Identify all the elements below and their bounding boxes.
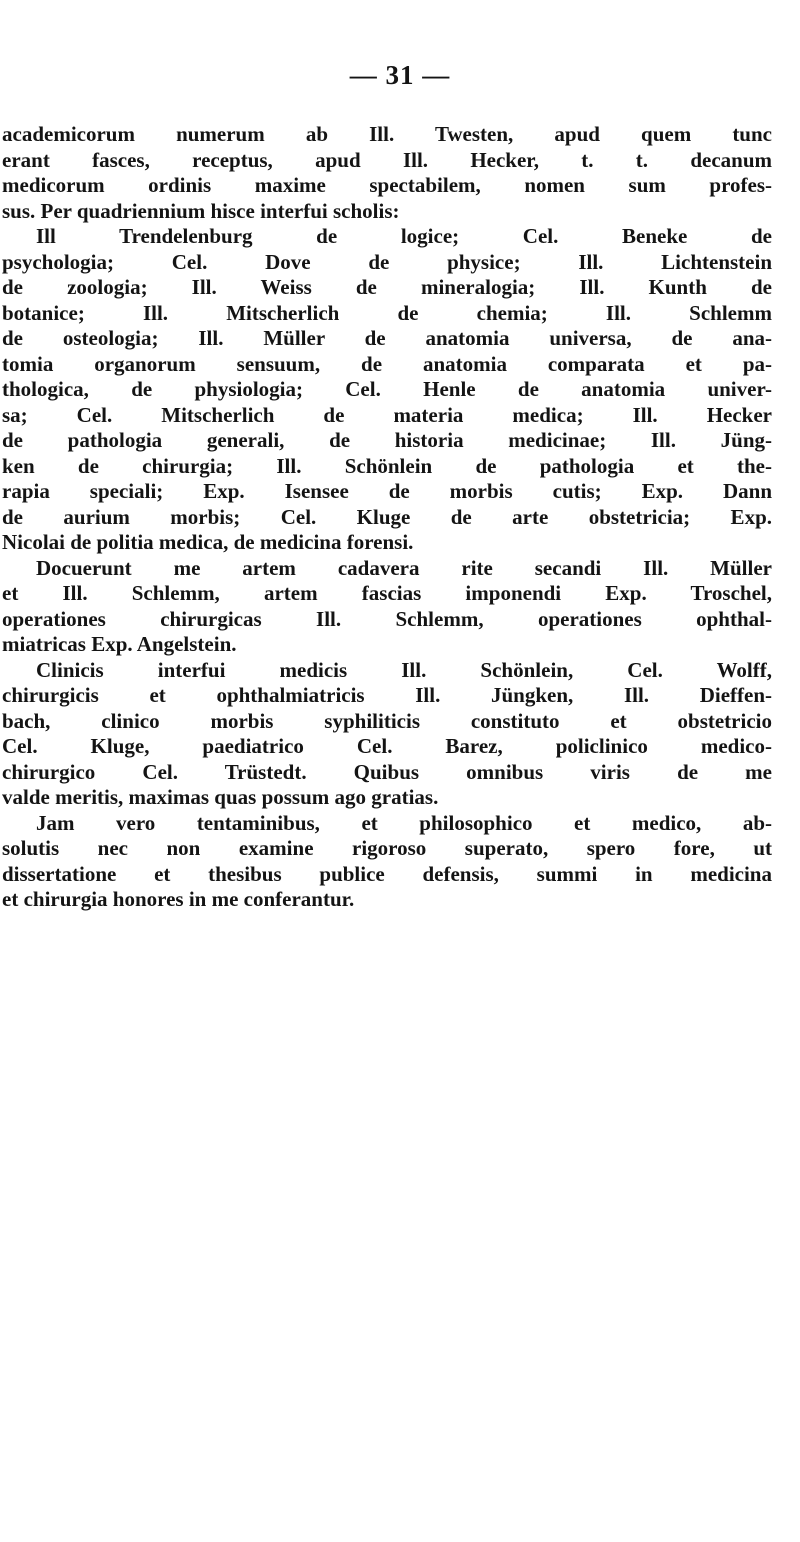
text-line: academicorum numerum ab Ill. Twesten, apud quem tunc <box>2 122 772 146</box>
text-line: miatricas Exp. Angelstein. <box>2 632 237 656</box>
page-number: — 31 — <box>349 60 451 90</box>
text-line: sa; Cel. Mitscherlich de materia medica; Ill. Hecker <box>2 402 772 427</box>
text-line: chirurgicis et ophthalmiatricis Ill. Jüngken, Ill. Dieffen- <box>2 683 772 707</box>
text-line: valde meritis, maximas quas possum ago gratias. <box>2 785 439 809</box>
text-line: de osteologia; Ill. Müller de anatomia universa, de ana- <box>2 326 772 350</box>
text-line: bach, clinico morbis syphiliticis constituto et obstetricio <box>2 708 772 733</box>
text-line: thologica, de physiologia; Cel. Henle de anatomia univer- <box>2 377 772 401</box>
text-line: et chirurgia honores in me conferantur. <box>2 887 355 911</box>
text-line: de aurium morbis; Cel. Kluge de arte obstetricia; Exp. <box>2 504 772 529</box>
text-line: tomia organorum sensuum, de anatomia comparata et pa- <box>2 351 772 376</box>
text-line: rapia speciali; Exp. Isensee de morbis cutis; Exp. Dann <box>2 479 772 503</box>
text-line: botanice; Ill. Mitscherlich de chemia; Ill. Schlemm <box>2 300 772 325</box>
text-line: et Ill. Schlemm, artem fascias imponendi Exp. Troschel, <box>2 581 772 605</box>
text-line: medicorum ordinis maxime spectabilem, nomen sum profes- <box>2 173 772 197</box>
text-line: solutis nec non examine rigoroso superato, spero fore, ut <box>2 836 772 860</box>
text-line: Docuerunt me artem cadavera rite secandi Ill. Müller <box>36 555 772 580</box>
text-line: Nicolai de politia medica, de medicina forensi. <box>2 530 414 554</box>
body-text <box>2 122 772 913</box>
text-line: chirurgico Cel. Trüstedt. Quibus omnibus viris de me <box>2 759 772 784</box>
text-line: Jam vero tentaminibus, et philosophico et medico, ab- <box>36 810 772 835</box>
text-line: de pathologia generali, de historia medicinae; Ill. Jüng- <box>2 428 772 452</box>
text-line: erant fasces, receptus, apud Ill. Hecker, t. t. decanum <box>2 147 772 172</box>
text-line: ken de chirurgia; Ill. Schönlein de pathologia et the- <box>2 453 772 478</box>
text-line: Cel. Kluge, paediatrico Cel. Barez, policlinico medico- <box>2 734 772 758</box>
text-line: Ill Trendelenburg de logice; Cel. Beneke de <box>36 224 772 248</box>
text-line: Clinicis interfui medicis Ill. Schönlein, Cel. Wolff, <box>36 657 772 682</box>
text-line: dissertatione et thesibus publice defensis, summi in medicina <box>2 861 772 886</box>
text-line: operationes chirurgicas Ill. Schlemm, operationes ophthal- <box>2 606 772 631</box>
text-line: de zoologia; Ill. Weiss de mineralogia; Ill. Kunth de <box>2 275 772 299</box>
text-line: psychologia; Cel. Dove de physice; Ill. Lichtenstein <box>2 249 772 274</box>
text-line: sus. Per quadriennium hisce interfui scholis: <box>2 198 400 223</box>
